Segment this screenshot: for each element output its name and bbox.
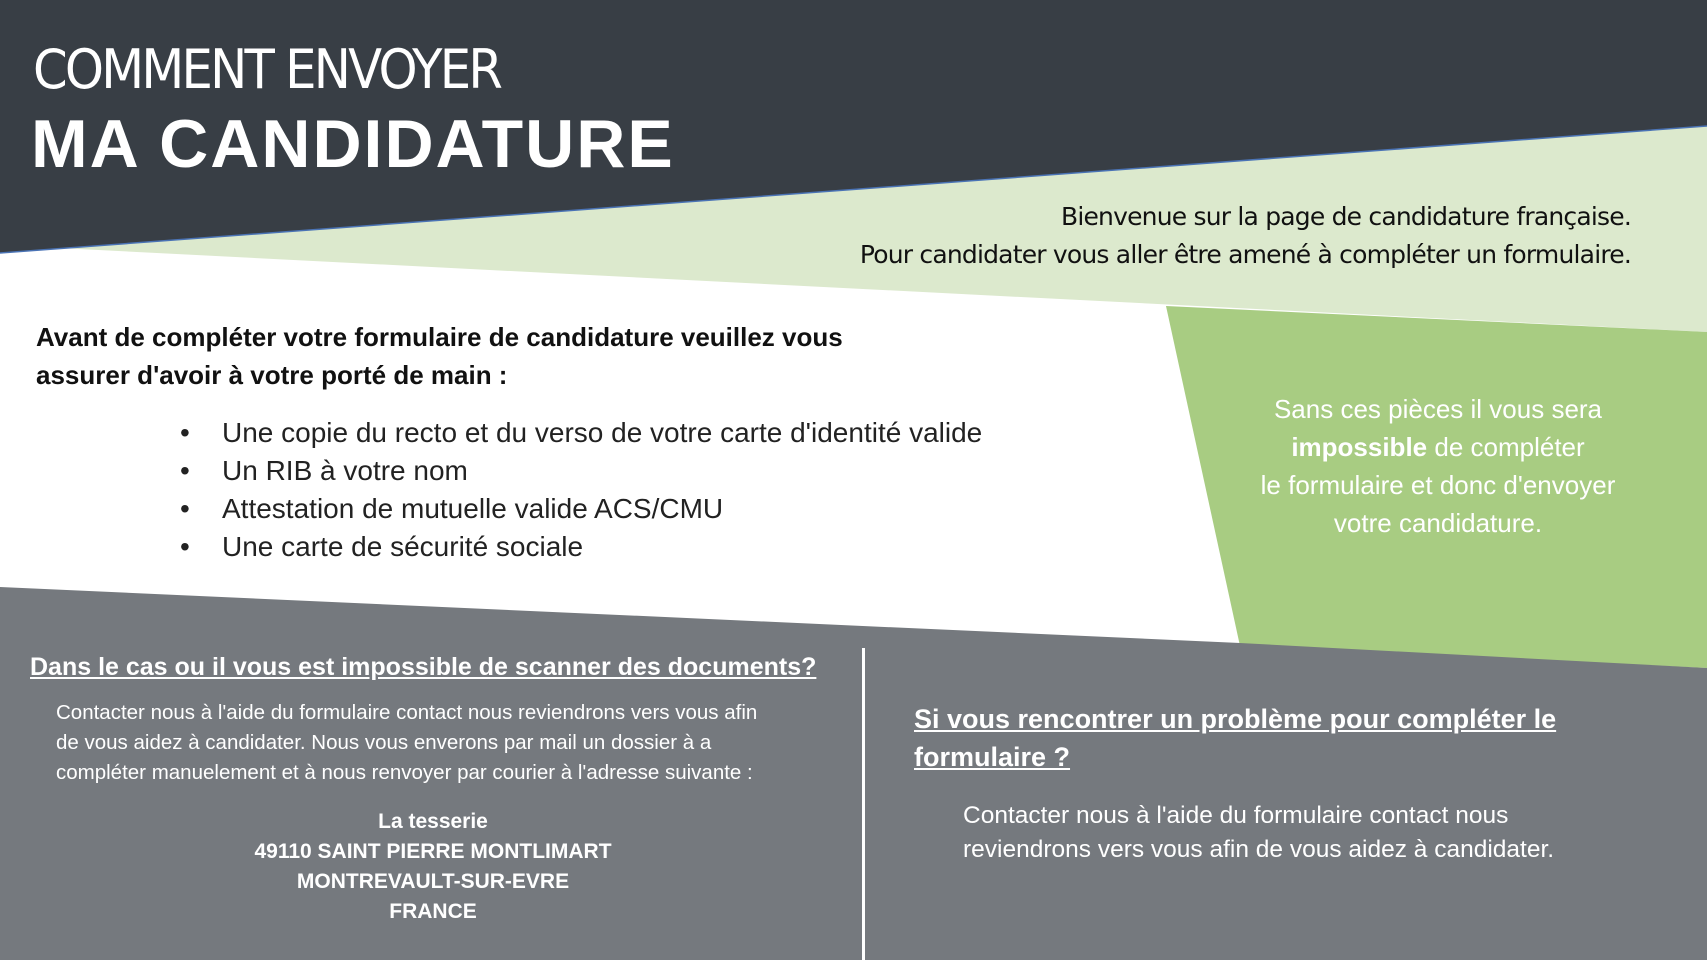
scan-help-question: Dans le cas ou il vous est impossible de scanner des documents? (30, 653, 817, 681)
intro-line1: Avant de compléter votre formulaire de candidature veuillez vous (36, 322, 843, 352)
intro-text (36, 318, 936, 394)
list-item-label: Une copie du recto et du verso de votre carte d'identité valide (222, 417, 983, 448)
postal-address (200, 807, 666, 927)
address-line: La tesserie (378, 810, 488, 833)
form-help-question (914, 700, 1674, 776)
address-line: 49110 SAINT PIERRE MONTLIMART (254, 840, 612, 863)
form-help-question-line2: formulaire ? (914, 742, 1071, 772)
required-documents-list (180, 414, 982, 566)
list-item-label: Attestation de mutuelle valide ACS/CMU (222, 493, 724, 524)
form-help-answer-line: reviendrons vers vous afin de vous aidez à candidater. (963, 836, 1555, 863)
warning-line4: votre candidature. (1333, 508, 1543, 538)
welcome-line2: Pour candidater vous aller être amené à compléter un formulaire. (859, 240, 1631, 269)
address-line: FRANCE (389, 900, 477, 923)
warning-line3: le formulaire et donc d'envoyer (1260, 470, 1616, 500)
warning-line2 (1218, 428, 1658, 466)
bullet-icon: • (180, 493, 190, 524)
scan-help-answer (56, 698, 846, 788)
scan-help-answer-line: Contacter nous à l'aide du formulaire contact nous reviendrons vers vous afin (56, 701, 758, 724)
form-help-question-line1: Si vous rencontrer un problème pour compléter le (914, 704, 1557, 734)
warning-line1: Sans ces pièces il vous sera (1273, 394, 1603, 424)
welcome-message (731, 198, 1631, 274)
warning-emphasis: impossible (1291, 432, 1428, 462)
page-title-line2: MA CANDIDATURE (31, 106, 675, 182)
bullet-icon: • (180, 531, 190, 562)
warning-message (1218, 390, 1658, 542)
vertical-divider (862, 648, 865, 960)
scan-help-answer-line: compléter manuelement et à nous renvoyer par courier à l'adresse suivante : (56, 761, 753, 784)
intro-line2: assurer d'avoir à votre porté de main : (36, 360, 508, 390)
bullet-icon: • (180, 455, 190, 486)
page-title-line1: COMMENT ENVOYER (33, 38, 501, 101)
list-item (180, 528, 982, 566)
welcome-line1: Bienvenue sur la page de candidature française. (1060, 202, 1631, 231)
address-line: MONTREVAULT-SUR-EVRE (296, 870, 570, 893)
scan-help-answer-line: de vous aidez à candidater. Nous vous enverons par mail un dossier à a (56, 731, 712, 754)
list-item (180, 452, 982, 490)
warning-line2-rest: de compléter (1427, 432, 1585, 462)
form-help-answer (963, 799, 1663, 867)
form-help-answer-line: Contacter nous à l'aide du formulaire contact nous (963, 802, 1509, 829)
bullet-icon: • (180, 417, 190, 448)
list-item-label: Un RIB à votre nom (222, 455, 468, 486)
list-item (180, 414, 982, 452)
list-item (180, 490, 982, 528)
list-item-label: Une carte de sécurité sociale (222, 531, 584, 562)
